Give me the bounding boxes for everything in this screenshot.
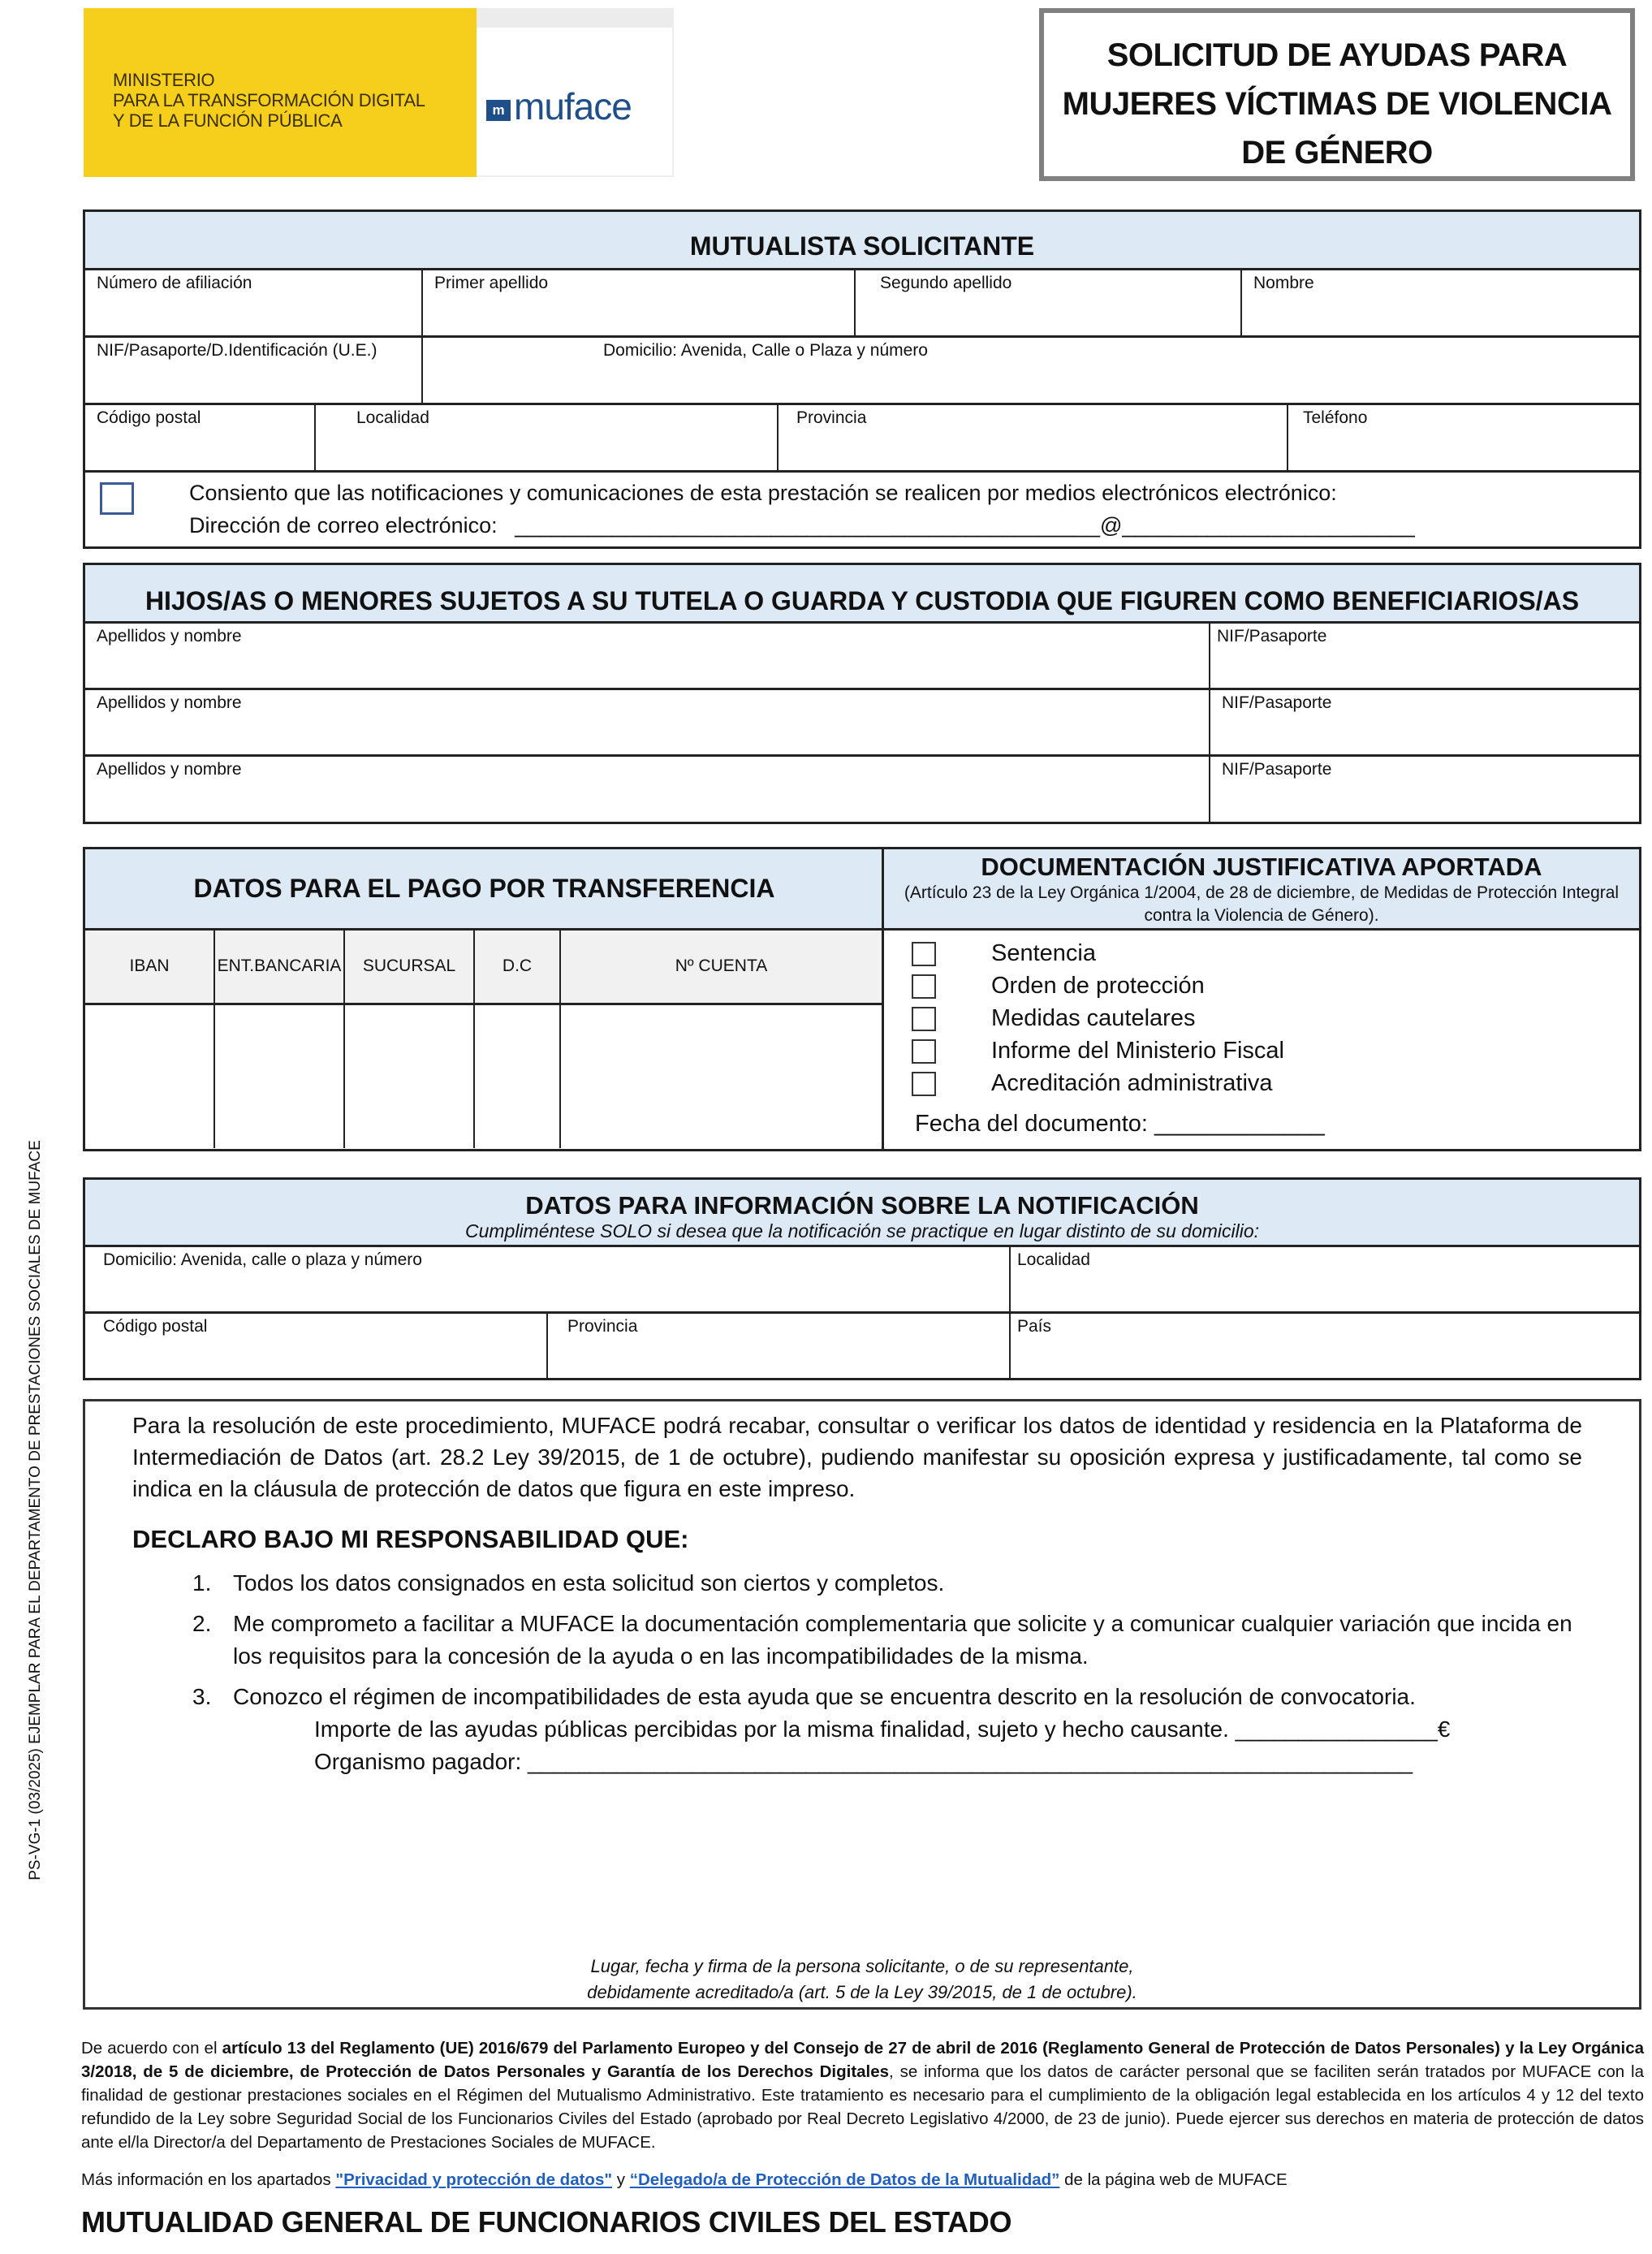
beneficiary-row xyxy=(85,624,1639,690)
header-logos xyxy=(84,8,674,177)
beneficiary-name-field[interactable] xyxy=(85,624,1210,688)
field-label: Provincia xyxy=(796,408,867,427)
organismo-blank[interactable]: ______________________________________________________________________ xyxy=(528,1749,1413,1774)
field-provincia[interactable] xyxy=(779,405,1288,470)
form-title-line: DE GÉNERO xyxy=(1241,135,1433,171)
item-number: 3. xyxy=(192,1684,212,1709)
declaration-item xyxy=(192,1567,1572,1600)
field-label: Nombre xyxy=(1253,274,1314,292)
more-info-text: Más información en los apartados xyxy=(81,2170,336,2189)
notif-pais-field[interactable] xyxy=(1011,1314,1639,1380)
email-label: Dirección de correo electrónico: xyxy=(189,513,498,538)
field-telefono[interactable] xyxy=(1288,405,1639,470)
column-entidad: ENT.BANCARIA xyxy=(215,931,345,1003)
muface-logo xyxy=(477,8,674,177)
beneficiary-id-field[interactable] xyxy=(1210,757,1639,823)
form-title-line: SOLICITUD DE AYUDAS PARA xyxy=(1106,37,1568,73)
field-label: Código postal xyxy=(97,408,201,427)
section-mutualista xyxy=(83,209,1641,549)
data-protection-clause xyxy=(81,2036,1644,2154)
doc-option-label: Informe del Ministerio Fiscal xyxy=(991,1038,1284,1064)
doc-option-label: Acreditación administrativa xyxy=(991,1070,1273,1096)
notif-provincia-field[interactable] xyxy=(548,1314,1011,1380)
entidad-input[interactable] xyxy=(215,1005,345,1148)
field-domicilio[interactable] xyxy=(423,338,1639,403)
section-title: DOCUMENTACIÓN JUSTIFICATIVA APORTADA xyxy=(981,853,1542,881)
field-label: Teléfono xyxy=(1303,408,1368,427)
pago-input-row xyxy=(85,1005,883,1148)
declaration-item xyxy=(192,1681,1572,1713)
doc-checkbox[interactable] xyxy=(912,942,936,966)
doc-option-label: Medidas cautelares xyxy=(991,1005,1196,1031)
beneficiary-id-field[interactable] xyxy=(1210,690,1639,754)
sucursal-input[interactable] xyxy=(345,1005,475,1148)
section-title: MUTUALISTA SOLICITANTE xyxy=(85,212,1639,270)
muface-logo-icon: m xyxy=(486,100,511,121)
beneficiary-row xyxy=(85,757,1639,823)
privacy-link[interactable]: "Privacidad y protección de datos" xyxy=(335,2170,613,2189)
more-info-text: y xyxy=(612,2170,630,2189)
doc-checkbox[interactable] xyxy=(912,1072,936,1096)
legal-text: De acuerdo con el xyxy=(81,2039,222,2058)
ministry-logo-line: PARA LA TRANSFORMACIÓN DIGITAL xyxy=(113,90,425,110)
ministry-logo xyxy=(84,8,477,177)
legal-text-bold: artículo 13 del Reglamento (UE) 2016/679 del Parlamento Europeo y del Consejo de 27 de abril de 2016 (Reglamento General de Protección de Datos Personales) y la Ley Orgánica 3/2018, de 5 de diciembre, de Protección de Datos Personales y Garantía de los Derechos Digitales xyxy=(81,2039,1644,2081)
field-label: Apellidos y nombre xyxy=(97,693,242,712)
field-codigo-postal[interactable] xyxy=(85,405,316,470)
doc-option[interactable] xyxy=(912,940,1096,967)
field-localidad[interactable] xyxy=(316,405,779,470)
section-declaracion xyxy=(83,1399,1641,2010)
field-label: Localidad xyxy=(1017,1250,1090,1269)
doc-checkbox[interactable] xyxy=(912,974,936,999)
form-title xyxy=(1039,8,1635,181)
field-label: Domicilio: Avenida, calle o plaza y número xyxy=(103,1250,422,1269)
doc-option[interactable] xyxy=(912,973,1205,1000)
fecha-label: Fecha del documento: xyxy=(915,1111,1148,1137)
section-header xyxy=(85,1180,1639,1247)
consent-row xyxy=(85,473,1639,540)
field-nif[interactable] xyxy=(85,338,423,403)
notif-localidad-field[interactable] xyxy=(1011,1247,1639,1311)
declaration-title: DECLARO BAJO MI RESPONSABILIDAD QUE: xyxy=(132,1525,689,1553)
beneficiary-row xyxy=(85,690,1639,757)
beneficiary-id-field[interactable] xyxy=(1210,624,1639,688)
field-primer-apellido[interactable] xyxy=(423,270,856,335)
organismo-label: Organismo pagador: xyxy=(314,1749,522,1774)
field-label: Código postal xyxy=(103,1317,208,1336)
pago-column-headers xyxy=(85,931,883,1005)
section-notificacion xyxy=(83,1177,1641,1380)
signature-line: Lugar, fecha y firma de la persona solicitante, o de su representante, xyxy=(590,1956,1134,1976)
section-pago xyxy=(83,847,883,1151)
beneficiary-name-field[interactable] xyxy=(85,690,1210,754)
ministry-logo-line: Y DE LA FUNCIÓN PÚBLICA xyxy=(113,110,343,131)
form-title-line: MUJERES VÍCTIMAS DE VIOLENCIA xyxy=(1062,86,1612,122)
field-label: Número de afiliación xyxy=(97,274,252,292)
item-text: Me comprometo a facilitar a MUFACE la documentación complementaria que solicite y a comunicar cualquier variación que incida en los requisitos para la concesión de la ayuda o en las incompatibilidades de la misma. xyxy=(233,1611,1572,1669)
importe-blank[interactable]: ________________€ xyxy=(1235,1716,1451,1742)
data-verification-paragraph: Para la resolución de este procedimiento, MUFACE podrá recabar, consultar o verificar los datos de identidad y residencia en la Plataforma de Intermediación de Datos (art. 28.2 Ley 39/2015, de 1 de octubre), pudiendo manifestar su oposición expresa y justificadamente, tal como se indica en la cláusula de protección de datos que figura en este impreso. xyxy=(132,1413,1582,1501)
field-label: País xyxy=(1017,1317,1052,1336)
fecha-blank[interactable]: _____________ xyxy=(1154,1111,1325,1137)
field-nombre[interactable] xyxy=(1242,270,1639,335)
signature-caption xyxy=(85,1954,1639,2006)
importe-label: Importe de las ayudas públicas percibidas por la misma finalidad, sujeto y hecho causante. xyxy=(314,1716,1229,1742)
field-label: Primer apellido xyxy=(434,274,549,292)
field-segundo-apellido[interactable] xyxy=(856,270,1242,335)
legal-text: , se informa que los datos de carácter personal que se faciliten serán tratados por MUFACE con la finalidad de gestionar prestaciones sociales en el Régimen del Mutualismo Administrativo. Este tratamiento es necesario para el cumplimiento de la obligación legal establecida en los artículos 4 y 12 del texto refundido de la Ley sobre Seguridad Social de los Funcionarios Civiles del Estado (aprobado por Real Decreto Legislativo 4/2000, de 23 de junio). Puede ejercer sus derechos en materia de protección de datos ante el/la Director/a del Departamento de Prestaciones Sociales de MUFACE. xyxy=(81,2062,1644,2152)
consent-text: Consiento que las notificaciones y comunicaciones de esta prestación se realicen por medios electrónicos electrónico: xyxy=(189,481,1337,505)
item-text: Todos los datos consignados en esta solicitud son ciertos y completos. xyxy=(233,1570,945,1596)
field-label: NIF/Pasaporte xyxy=(1217,627,1327,646)
footer-organization: MUTUALIDAD GENERAL DE FUNCIONARIOS CIVILES DEL ESTADO xyxy=(81,2205,1012,2239)
section-title: DATOS PARA EL PAGO POR TRANSFERENCIA xyxy=(85,849,883,931)
section-hijos xyxy=(83,563,1641,824)
column-dc: D.C xyxy=(475,931,561,1003)
consent-checkbox[interactable] xyxy=(100,482,134,515)
importe-field[interactable] xyxy=(314,1716,1450,1742)
field-label: Domicilio: Avenida, Calle o Plaza y número xyxy=(603,341,928,360)
field-label: Localidad xyxy=(356,408,429,427)
field-afiliacion[interactable] xyxy=(85,270,423,335)
section-title: DATOS PARA INFORMACIÓN SOBRE LA NOTIFICACIÓN xyxy=(525,1191,1199,1220)
doc-checkbox[interactable] xyxy=(912,1007,936,1031)
field-label: Segundo apellido xyxy=(880,274,1012,292)
doc-option[interactable] xyxy=(912,1038,1284,1064)
column-iban: IBAN xyxy=(85,931,215,1003)
field-label: Apellidos y nombre xyxy=(97,627,242,646)
doc-option[interactable] xyxy=(912,1070,1273,1097)
dc-input[interactable] xyxy=(475,1005,561,1148)
notif-codigo-postal-field[interactable] xyxy=(85,1314,548,1380)
form-code-vertical: PS-VG-1 (03/2025) EJEMPLAR PARA EL DEPARTAMENTO DE PRESTACIONES SOCIALES DE MUFACE xyxy=(27,1140,44,1880)
email-field[interactable] xyxy=(189,513,1415,538)
iban-input[interactable] xyxy=(85,1005,215,1148)
dpo-link[interactable]: “Delegado/a de Protección de Datos de la Mutualidad” xyxy=(629,2170,1060,2189)
field-label: NIF/Pasaporte/D.Identificación (U.E.) xyxy=(97,341,377,360)
item-text: Conozco el régimen de incompatibilidades de esta ayuda que se encuentra descrito en la resolución de convocatoria. xyxy=(233,1684,1416,1709)
doc-option-label: Orden de protección xyxy=(991,973,1205,999)
organismo-field[interactable] xyxy=(314,1749,1413,1775)
column-sucursal: SUCURSAL xyxy=(345,931,475,1003)
item-number: 2. xyxy=(192,1611,212,1636)
section-header xyxy=(884,849,1639,931)
signature-line: debidamente acreditado/a (art. 5 de la Ley 39/2015, de 1 de octubre). xyxy=(587,1982,1137,2002)
field-label: Provincia xyxy=(567,1317,638,1336)
field-label: NIF/Pasaporte xyxy=(1222,760,1332,779)
beneficiary-name-field[interactable] xyxy=(85,757,1210,823)
email-blank[interactable]: ________________________________________________@________________________ xyxy=(515,513,1415,538)
doc-option-label: Sentencia xyxy=(991,940,1096,966)
section-subtitle: Cumpliméntese SOLO si desea que la notificación se practique en lugar distinto de su domicilio: xyxy=(464,1220,1260,1241)
more-info-line xyxy=(81,2170,1288,2190)
muface-logo-text: muface xyxy=(514,85,632,127)
ministry-logo-line: MINISTERIO xyxy=(113,70,215,90)
section-subtitle: (Artículo 23 de la Ley Orgánica 1/2004, de 28 de diciembre, de Medidas de Protección Integral contra la Violencia de Género). xyxy=(904,883,1620,925)
column-cuenta: Nº CUENTA xyxy=(561,931,883,1003)
more-info-text: de la página web de MUFACE xyxy=(1059,2170,1288,2189)
declaration-item xyxy=(192,1608,1572,1673)
item-number: 1. xyxy=(192,1570,212,1596)
fecha-documento-field[interactable] xyxy=(915,1111,1325,1138)
field-label: NIF/Pasaporte xyxy=(1222,693,1332,712)
field-label: Apellidos y nombre xyxy=(97,760,242,779)
cuenta-input[interactable] xyxy=(561,1005,883,1148)
doc-checkbox[interactable] xyxy=(912,1039,936,1064)
section-documentacion xyxy=(882,847,1641,1151)
notif-domicilio-field[interactable] xyxy=(85,1247,1011,1311)
doc-option[interactable] xyxy=(912,1005,1195,1032)
section-title: HIJOS/AS O MENORES SUJETOS A SU TUTELA O GUARDA Y CUSTODIA QUE FIGUREN COMO BENEFICIARIOS/AS xyxy=(85,565,1639,624)
